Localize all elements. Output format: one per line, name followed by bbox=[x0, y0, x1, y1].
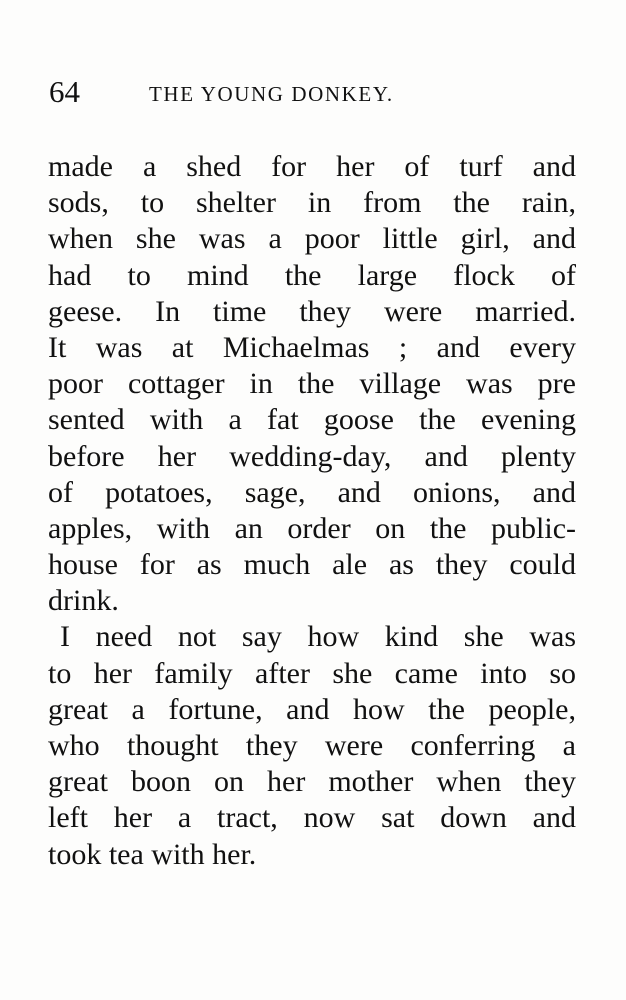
body-text bbox=[48, 149, 576, 873]
text-line: great a fortune, and how the people, bbox=[48, 692, 576, 726]
text-line: to her family after she came into so bbox=[48, 656, 576, 690]
text-line: when she was a poor little girl, and bbox=[48, 222, 576, 256]
text-line: It was at Michaelmas ; and every bbox=[48, 330, 576, 364]
paragraph-1 bbox=[48, 149, 576, 619]
text-line: house for as much ale as they could bbox=[48, 548, 576, 582]
text-line: geese. In time they were married. bbox=[48, 294, 576, 328]
paragraph-2 bbox=[48, 619, 576, 872]
text-line: I need not say how kind she was bbox=[60, 620, 576, 654]
text-line: poor cottager in the village was pre bbox=[48, 367, 576, 401]
text-line: sented with a fat goose the evening bbox=[48, 403, 576, 437]
text-line: had to mind the large flock of bbox=[48, 258, 576, 292]
text-line: made a shed for her of turf and bbox=[48, 150, 576, 183]
page-header bbox=[49, 72, 579, 112]
text-line: who thought they were conferring a bbox=[48, 729, 576, 762]
page-number: 64 bbox=[49, 74, 80, 109]
text-line: before her wedding-day, and plenty bbox=[48, 439, 576, 473]
text-line: drink. bbox=[48, 584, 119, 618]
text-line: took tea with her. bbox=[48, 837, 257, 871]
text-line: left her a tract, now sat down and bbox=[48, 801, 576, 835]
text-line: sods, to shelter in from the rain, bbox=[48, 186, 576, 220]
text-line: great boon on her mother when they bbox=[48, 765, 576, 799]
running-head: THE YOUNG DONKEY. bbox=[149, 82, 394, 106]
text-line: apples, with an order on the public- bbox=[48, 511, 576, 545]
text-line: of potatoes, sage, and onions, and bbox=[48, 475, 576, 509]
